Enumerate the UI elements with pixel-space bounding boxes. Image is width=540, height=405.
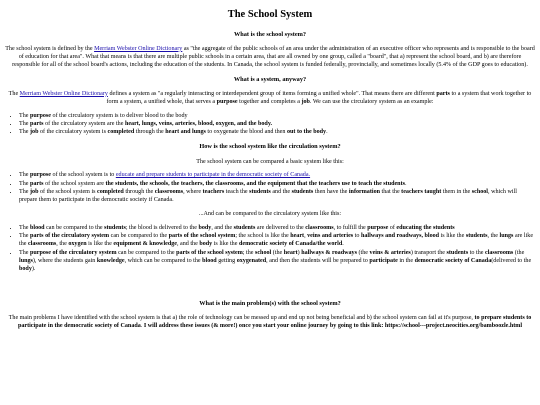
- bold-text: students: [249, 189, 271, 196]
- text: .: [404, 180, 407, 187]
- bold-text: body: [198, 225, 212, 232]
- bold-text: school: [254, 249, 272, 256]
- merriam-webster-link[interactable]: Merriam Webster Online Dictionary: [94, 45, 183, 52]
- section-heading-what-is-system: What is a system, anyway?: [233, 75, 307, 83]
- text: can be compared to the: [116, 249, 177, 256]
- text: of the circulatory system is to deliver blood to the body: [51, 112, 188, 119]
- bold-text: body: [199, 241, 213, 248]
- text: teach the: [224, 189, 250, 196]
- paragraph-system-definition: [5, 91, 535, 107]
- text: The: [19, 121, 30, 128]
- text: , and the: [177, 241, 200, 248]
- text: . We can use the circulatory system as an example:: [309, 98, 434, 105]
- text: The main problems I have identified with the school system is that a) the role of technology can be messed up and end up not being beneficial and b) the school system can fail at it's purpose,: [8, 314, 475, 321]
- text: them in the: [441, 189, 472, 196]
- bold-text: classrooms: [27, 241, 57, 248]
- bold-text: heart and lungs: [165, 129, 206, 136]
- text: ) transport the: [410, 249, 447, 256]
- text: and the: [270, 189, 292, 196]
- text: ).: [31, 265, 36, 272]
- bold-text: purpose: [30, 172, 51, 179]
- bold-text: purpose: [30, 112, 51, 119]
- circulatory-list: [5, 113, 535, 138]
- text: .: [326, 129, 328, 136]
- bold-text: hallways & roadways: [301, 249, 357, 256]
- text: ; the blood is delivered to the: [125, 225, 199, 232]
- section-heading-problems: What is the main problem(s) with the school system?: [199, 299, 341, 307]
- bold-text: students: [233, 225, 256, 232]
- bold-text: hallways and roadways, blood: [360, 233, 440, 240]
- bold-text: teachers: [202, 189, 225, 196]
- bold-text: parts of the school system: [176, 249, 243, 256]
- text: of the circulatory system is: [38, 129, 108, 136]
- bold-text: purpose of the circulatory system: [30, 249, 117, 256]
- bold-text: democratic society of Canada/the world: [238, 241, 343, 248]
- text: ), where the students gain: [32, 257, 97, 264]
- list-item: [19, 250, 535, 274]
- bold-text: job: [30, 129, 39, 136]
- text: The: [19, 180, 30, 187]
- bold-text: body: [19, 265, 32, 272]
- text: to: [353, 233, 361, 240]
- text: are like the: [19, 233, 534, 248]
- bold-text: purpose: [367, 225, 389, 232]
- text: then have the: [313, 189, 349, 196]
- text: in the: [397, 257, 415, 264]
- text: , the: [487, 233, 500, 240]
- text: , the: [56, 241, 69, 248]
- bold-text: veins & arteries: [369, 249, 411, 256]
- list-item: [19, 225, 535, 233]
- text: , and the: [211, 225, 234, 232]
- bold-text: completed: [107, 129, 135, 136]
- text: is like the: [439, 233, 466, 240]
- text: ; the: [242, 249, 255, 256]
- list-item: [19, 113, 535, 121]
- bold-text: lungs: [19, 257, 33, 264]
- bold-text: students: [446, 249, 469, 256]
- bold-text: job: [30, 189, 39, 196]
- list-item: [19, 121, 535, 129]
- list-item: [19, 172, 535, 180]
- bold-text: students: [104, 225, 126, 232]
- bold-text: I will address these issues (& more!) once you start your online journey by going to this link: https://school---project.neocities.org/bamboozle.html: [143, 322, 523, 329]
- bold-text: job: [301, 98, 310, 105]
- bold-text: heart: [283, 249, 298, 256]
- text: can be compared to the: [44, 225, 105, 232]
- bold-text: blood: [202, 257, 217, 264]
- text: ; the school is like the: [235, 233, 291, 240]
- bold-text: parts of the school system: [168, 233, 236, 240]
- bold-text: oxygenated: [236, 257, 267, 264]
- text: .: [342, 241, 344, 248]
- text: of the school system are: [43, 180, 106, 187]
- purpose-link[interactable]: educate and prepare students to participate in the democratic society of Canada.: [115, 172, 311, 179]
- bold-text: veins and arteries: [307, 233, 354, 240]
- text: (the: [271, 249, 284, 256]
- bold-text: school: [471, 189, 489, 196]
- text: The: [8, 90, 20, 97]
- bold-text: oxygen: [68, 241, 87, 248]
- list-item: [19, 129, 535, 137]
- text: The: [19, 233, 30, 240]
- bold-text: equipment & knowledge: [113, 241, 177, 248]
- text: The: [19, 225, 30, 232]
- text: The: [19, 249, 30, 256]
- section-heading-comparison: How is the school system like the circulation system?: [199, 143, 341, 151]
- bold-text: democratic society of Canada: [414, 257, 492, 264]
- text: to oxygenate the blood and then: [205, 129, 287, 136]
- text: , and then the students will be prepared to: [266, 257, 370, 264]
- text: to a system that work together to form a system, a unified whole, that serves a: [106, 90, 532, 105]
- bold-text: parts: [30, 121, 44, 128]
- bold-text: blood: [30, 225, 45, 232]
- text: of: [388, 225, 397, 232]
- bold-text: participate: [369, 257, 398, 264]
- text: of the school system is: [38, 189, 98, 196]
- bold-text: heart, lungs, veins, arteries, blood, oxygen, and the body.: [124, 121, 273, 128]
- paragraph-problems: [5, 315, 535, 331]
- page-title: The School System: [227, 9, 313, 20]
- text: that the: [380, 189, 402, 196]
- text: , where: [183, 189, 203, 196]
- text: defines a system as "a regularly interacting or interdependent group of items forming a unified whole". That means there are different: [107, 90, 437, 97]
- school-system-list: [5, 172, 535, 205]
- bold-text: lungs: [499, 233, 514, 240]
- text: are delivered to the: [255, 225, 306, 232]
- text: ): [297, 249, 302, 256]
- text: to the: [468, 249, 485, 256]
- text: of the school system is to: [51, 172, 116, 179]
- bold-text: parts: [436, 90, 450, 97]
- section-spacer: [5, 280, 535, 294]
- paragraph-definition: [5, 46, 535, 70]
- bold-text: information: [348, 189, 381, 196]
- text: through the: [123, 189, 155, 196]
- text: is like the: [212, 241, 239, 248]
- text: , which can be compared to the: [124, 257, 203, 264]
- bold-text: teachers taught: [401, 189, 442, 196]
- text: , which will prepare them to participate in the democratic society if Canada.: [19, 189, 517, 204]
- list-item: [19, 233, 535, 249]
- text: (delivered to the: [491, 257, 532, 264]
- bold-text: the students, the schools, the teachers, the classrooms, and the equipment that the teachers use to teach the students: [105, 180, 405, 187]
- text: is like the: [86, 241, 114, 248]
- text: of the circulatory system are the: [43, 121, 125, 128]
- paragraph-intro: The school system can be compared a basic system like this:: [196, 158, 344, 165]
- text: (the: [356, 249, 370, 256]
- text: The: [19, 112, 30, 119]
- bold-text: purpose: [216, 98, 238, 105]
- bold-text: educating the students: [396, 225, 455, 232]
- bold-text: parts: [30, 180, 44, 187]
- bold-text: classrooms: [154, 189, 184, 196]
- text: The: [19, 189, 30, 196]
- merriam-webster-link[interactable]: Merriam Webster Online Dictionary: [19, 90, 108, 97]
- comparison-list: [5, 225, 535, 274]
- bold-text: parts of the circulatory system: [30, 233, 110, 240]
- text: together and completes a: [237, 98, 302, 105]
- bold-text: heart: [290, 233, 305, 240]
- text: (the: [513, 249, 525, 256]
- text: The school system is defined by the: [5, 45, 95, 52]
- bold-text: knowledge: [96, 257, 125, 264]
- text: .: [140, 322, 144, 329]
- bold-text: classrooms: [484, 249, 514, 256]
- bold-text: students: [465, 233, 488, 240]
- bold-text: out to the body: [286, 129, 327, 136]
- text: The: [19, 129, 30, 136]
- paragraph-intro-2: ...And can be compared to the circulatory system like this:: [198, 211, 342, 218]
- bold-text: completed: [97, 189, 124, 196]
- list-item: [19, 189, 535, 205]
- list-item: [19, 181, 535, 189]
- text: as "the aggregate of the public schools of an area under the administration of an executive officer who represents and is responsible to the board of education for that area". What that means is that there are multiple public schools in a certain area, that are all owned by one group, called a "board", that a) represent the school board, and b) are therefore responsible for all of the school board's actions, including the education of the students. In Canada, the school system is funded federally, provincially, and sometimes locally (5.4% of the GDP goes to education).: [12, 45, 535, 68]
- bold-text: to prepare students to participate in the democratic society of Canada: [17, 314, 532, 329]
- bold-text: students: [291, 189, 314, 196]
- text: can be compared to the: [109, 233, 169, 240]
- text: The: [19, 172, 30, 179]
- text: through the: [134, 129, 166, 136]
- text: ,: [304, 233, 308, 240]
- section-heading-school-system: What is the school system?: [233, 30, 307, 38]
- text: , to fulfill the: [333, 225, 368, 232]
- text: getting: [216, 257, 237, 264]
- bold-text: classrooms: [305, 225, 334, 232]
